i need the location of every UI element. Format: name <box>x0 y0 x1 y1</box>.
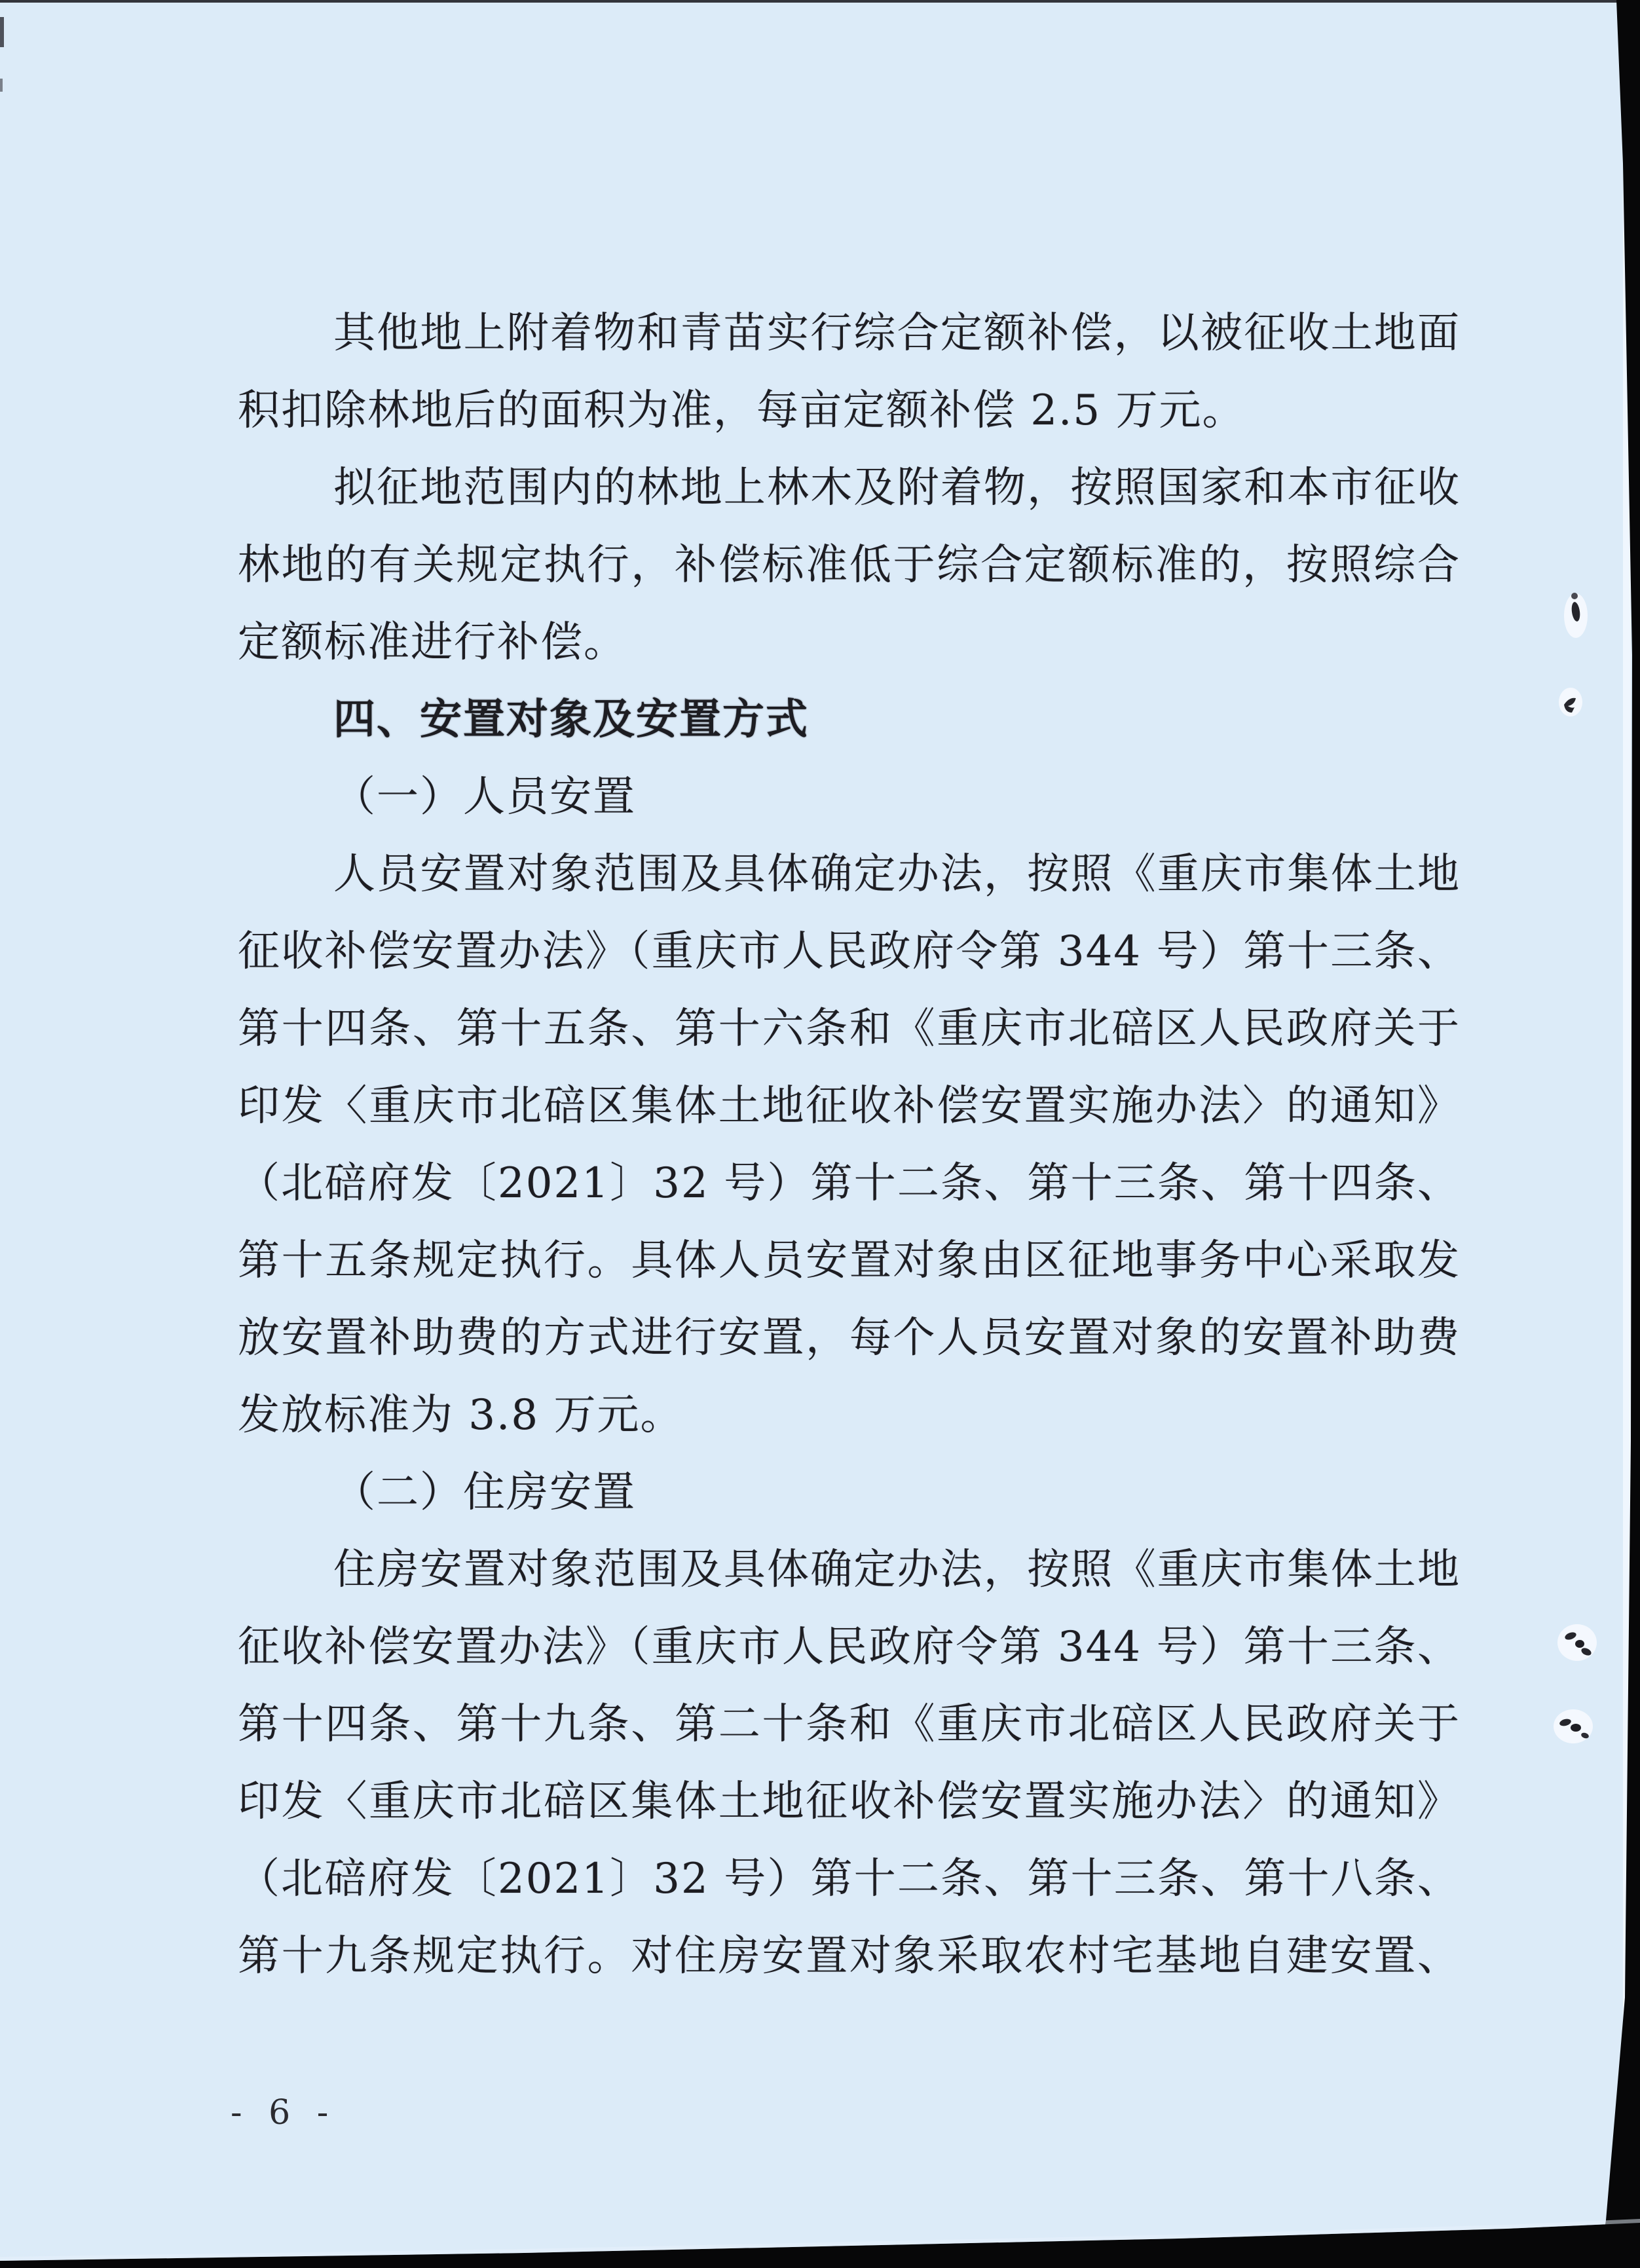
section-heading: 四、安置对象及安置方式 <box>333 695 809 744</box>
ink-speck <box>1575 1640 1584 1648</box>
body-line: 积扣除林地后的面积为准，每亩定额补偿 2.5 万元。 <box>238 386 1246 435</box>
ink-speck <box>1571 593 1578 599</box>
document-body <box>238 295 1461 1995</box>
ink-speck <box>1564 698 1576 713</box>
scan-right-edge <box>1598 0 1640 2268</box>
body-line: 第十四条、第十九条、第二十条和《重庆市北碚区人民政府关于 <box>238 1700 1461 1749</box>
body-line: 住房安置对象范围及具体确定办法，按照《重庆市集体土地 <box>333 1546 1461 1594</box>
body-line: 放安置补助费的方式进行安置，每个人员安置对象的安置补助费 <box>238 1314 1461 1362</box>
paper-bottom-highlight <box>0 2219 1640 2261</box>
body-line: 第十四条、第十五条、第十六条和《重庆市北碚区人民政府关于 <box>238 1005 1461 1053</box>
ink-speck <box>1580 1732 1590 1739</box>
page-number: - 6 - <box>231 2093 337 2132</box>
body-line: 其他地上附着物和青苗实行综合定额补偿，以被征收土地面 <box>333 309 1461 358</box>
body-line: 印发〈重庆市北碚区集体土地征收补偿安置实施办法〉的通知》 <box>238 1777 1461 1826</box>
scan-bottom-edge <box>0 2223 1640 2268</box>
speck-halo <box>1559 688 1582 716</box>
scan-left-mark <box>0 79 3 92</box>
body-line: 定额标准进行补偿。 <box>238 618 627 667</box>
body-line: 第十九条规定执行。对住房安置对象采取农村宅基地自建安置、 <box>238 1932 1461 1980</box>
body-line: 人员安置对象范围及具体确定办法，按照《重庆市集体土地 <box>333 850 1461 899</box>
body-line: 征收补偿安置办法》（重庆市人民政府令第 344 号）第十三条、 <box>238 927 1461 976</box>
ink-speck <box>1571 601 1581 622</box>
paper-edge-highlight <box>1623 0 1631 2227</box>
body-line: 印发〈重庆市北碚区集体土地征收补偿安置实施办法〉的通知》 <box>238 1082 1461 1130</box>
speck-halo <box>1557 1624 1597 1661</box>
body-line: 林地的有关规定执行，补偿标准低于综合定额标准的，按照综合 <box>238 541 1461 589</box>
body-line: 拟征地范围内的林地上林木及附着物，按照国家和本市征收 <box>333 464 1461 512</box>
speck-halo <box>1564 593 1588 638</box>
ink-speck <box>1559 1718 1572 1727</box>
body-line: （北碚府发〔2021〕32 号）第十二条、第十三条、第十四条、 <box>238 1159 1461 1208</box>
speck-halo <box>1554 1709 1593 1743</box>
scan-top-edge <box>0 0 1640 3</box>
body-line: 征收补偿安置办法》（重庆市人民政府令第 344 号）第十三条、 <box>238 1623 1461 1671</box>
body-line: 发放标准为 3.8 万元。 <box>238 1391 684 1440</box>
ink-speck <box>1571 1724 1581 1732</box>
ink-speck <box>1564 1631 1577 1641</box>
body-line: 第十五条规定执行。具体人员安置对象由区征地事务中心采取发 <box>238 1236 1461 1285</box>
ink-speck <box>1580 1646 1593 1657</box>
subsection-heading-2: （二）住房安置 <box>333 1468 636 1517</box>
body-line: （北碚府发〔2021〕32 号）第十二条、第十三条、第十八条、 <box>238 1855 1461 1903</box>
scan-left-mark <box>0 17 4 47</box>
subsection-heading-1: （一）人员安置 <box>333 773 636 821</box>
